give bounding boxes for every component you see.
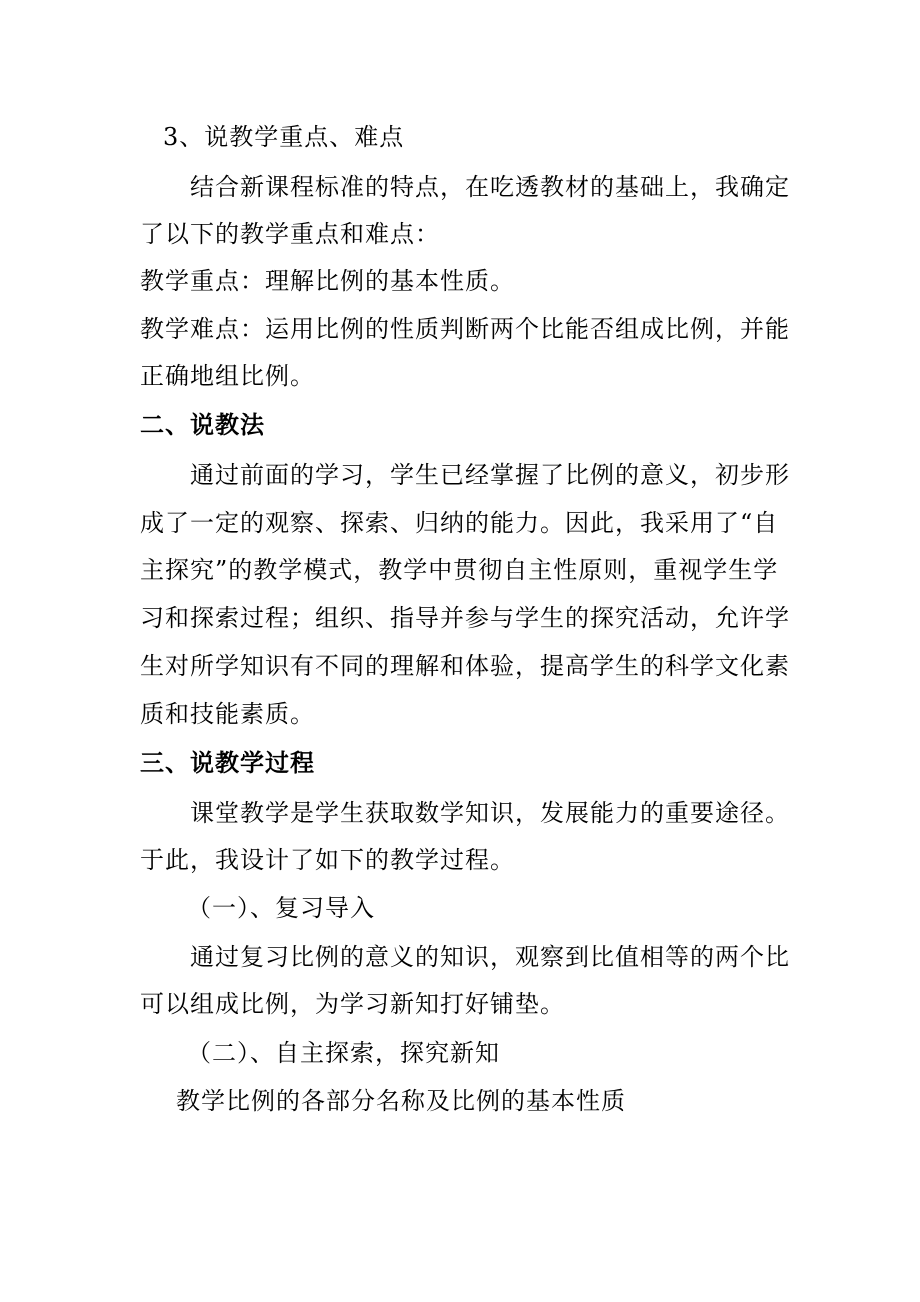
- part-3-heading: 三、说教学过程: [140, 749, 315, 777]
- difficult-point-line-2: 正确地组比例。: [140, 362, 315, 390]
- section-3-intro-line-1: 结合新课程标准的特点，在吃透教材的基础上，我确定: [190, 173, 790, 201]
- step-1-body-line-1: 通过复习比例的意义的知识，观察到比值相等的两个比: [190, 943, 790, 971]
- step-2-body: 教学比例的各部分名称及比例的基本性质: [176, 1087, 626, 1115]
- part-2-body-line-2: 成了一定的观察、探索、归纳的能力。因此，我采用了“自: [140, 509, 779, 537]
- difficult-point-line-1: 教学难点：运用比例的性质判断两个比能否组成比例，并能: [140, 315, 790, 343]
- part-2-body-line-6: 质和技能素质。: [140, 700, 315, 728]
- part-2-body-line-4: 习和探索过程；组织、指导并参与学生的探究活动，允许学: [140, 604, 790, 632]
- section-3-heading: 3、说教学重点、难点: [163, 123, 405, 151]
- step-1-heading: （一）、复习导入: [187, 894, 375, 922]
- part-3-body-line-2: 于此，我设计了如下的教学过程。: [140, 846, 515, 874]
- step-1-body-line-2: 可以组成比例，为学习新知打好铺垫。: [140, 990, 565, 1018]
- part-2-heading: 二、说教法: [140, 411, 265, 439]
- part-2-body-line-3: 主探究”的教学模式，教学中贯彻自主性原则，重视学生学: [140, 556, 779, 584]
- part-2-body-line-1: 通过前面的学习，学生已经掌握了比例的意义，初步形: [190, 461, 790, 489]
- step-2-heading: （二）、自主探索，探究新知: [187, 1039, 500, 1067]
- part-3-body-line-1: 课堂教学是学生获取数学知识，发展能力的重要途径。: [190, 799, 790, 827]
- key-point: 教学重点：理解比例的基本性质。: [140, 267, 515, 295]
- section-3-intro-line-2: 了以下的教学重点和难点：: [140, 220, 440, 248]
- part-2-body-line-5: 生对所学知识有不同的理解和体验，提高学生的科学文化素: [140, 652, 790, 680]
